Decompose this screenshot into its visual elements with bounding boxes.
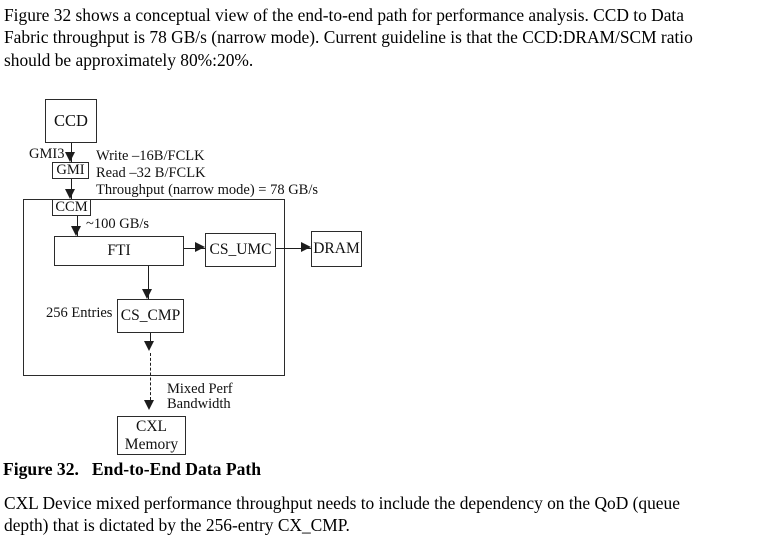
cscmp-to-cxl-dashed-line [150, 353, 151, 400]
intro-line-1: Figure 32 shows a conceptual view of the end-to-end path for performance analysis. CCD to Data [4, 5, 684, 25]
data-fabric-container-box [23, 199, 285, 376]
node-cxl-memory-label [125, 418, 178, 453]
write-throughput-label: Write –16B/FCLK [96, 148, 205, 164]
cscmp-to-cxl-arrowhead-icon [144, 400, 154, 410]
node-cs-cmp-label: CS_CMP [120, 307, 181, 324]
mixed-perf-label-line2: Bandwidth [167, 396, 231, 412]
fti-to-csumc-arrowhead-icon [195, 242, 205, 252]
intro-paragraph [4, 4, 693, 71]
gmi3-label: GMI3 [29, 146, 65, 162]
node-fti-label: FTI [107, 242, 131, 259]
narrow-mode-throughput-label: Throughput (narrow mode) = 78 GB/s [96, 182, 319, 198]
node-cxl-memory-line2: Memory [124, 435, 179, 453]
cscmp-solid-arrowhead-icon [144, 341, 154, 351]
read-throughput-label: Read –32 B/FCLK [96, 165, 206, 181]
footer-paragraph [4, 492, 680, 537]
bandwidth-100-label: ~100 GB/s [86, 216, 150, 232]
node-ccd [45, 99, 97, 143]
node-fti [54, 236, 184, 266]
node-cxl-memory-line1: CXL [135, 418, 167, 435]
footer-line-1: CXL Device mixed performance throughput needs to include the dependency on the QoD (queue [4, 493, 680, 513]
node-ccm-label: CCM [55, 199, 88, 215]
node-dram-label: DRAM [313, 240, 360, 257]
csumc-to-dram-arrowhead-icon [301, 242, 311, 252]
ccd-to-gmi-arrowhead-icon [65, 152, 75, 162]
intro-line-2: Fabric throughput is 78 GB/s (narrow mode). Current guideline is that the CCD:DRAM/SCM ratio [4, 27, 693, 48]
entries-256-label: 256 Entries [46, 305, 113, 321]
node-cs-umc [205, 233, 276, 267]
node-cs-cmp [117, 299, 184, 333]
node-gmi-label: GMI [56, 162, 85, 178]
ccm-to-fti-arrowhead-icon [71, 226, 81, 236]
fti-to-cscmp-arrowhead-icon [142, 289, 152, 299]
figure-caption [3, 459, 261, 480]
figure-caption-number: Figure 32. [3, 459, 79, 479]
footer-line-2: depth) that is dictated by the 256-entry CX_CMP. [4, 515, 350, 536]
node-cxl-memory [117, 416, 186, 455]
node-cs-umc-label: CS_UMC [209, 241, 272, 258]
gmi-to-ccm-arrowhead-icon [65, 189, 75, 199]
figure-caption-title: End-to-End Data Path [91, 459, 262, 479]
node-ccd-label: CCD [54, 111, 88, 130]
mixed-perf-label-line1: Mixed Perf [167, 381, 233, 397]
node-dram [311, 231, 362, 267]
node-gmi [52, 162, 89, 179]
intro-line-3: should be approximately 80%:20%. [4, 49, 254, 70]
node-ccm [52, 199, 91, 216]
